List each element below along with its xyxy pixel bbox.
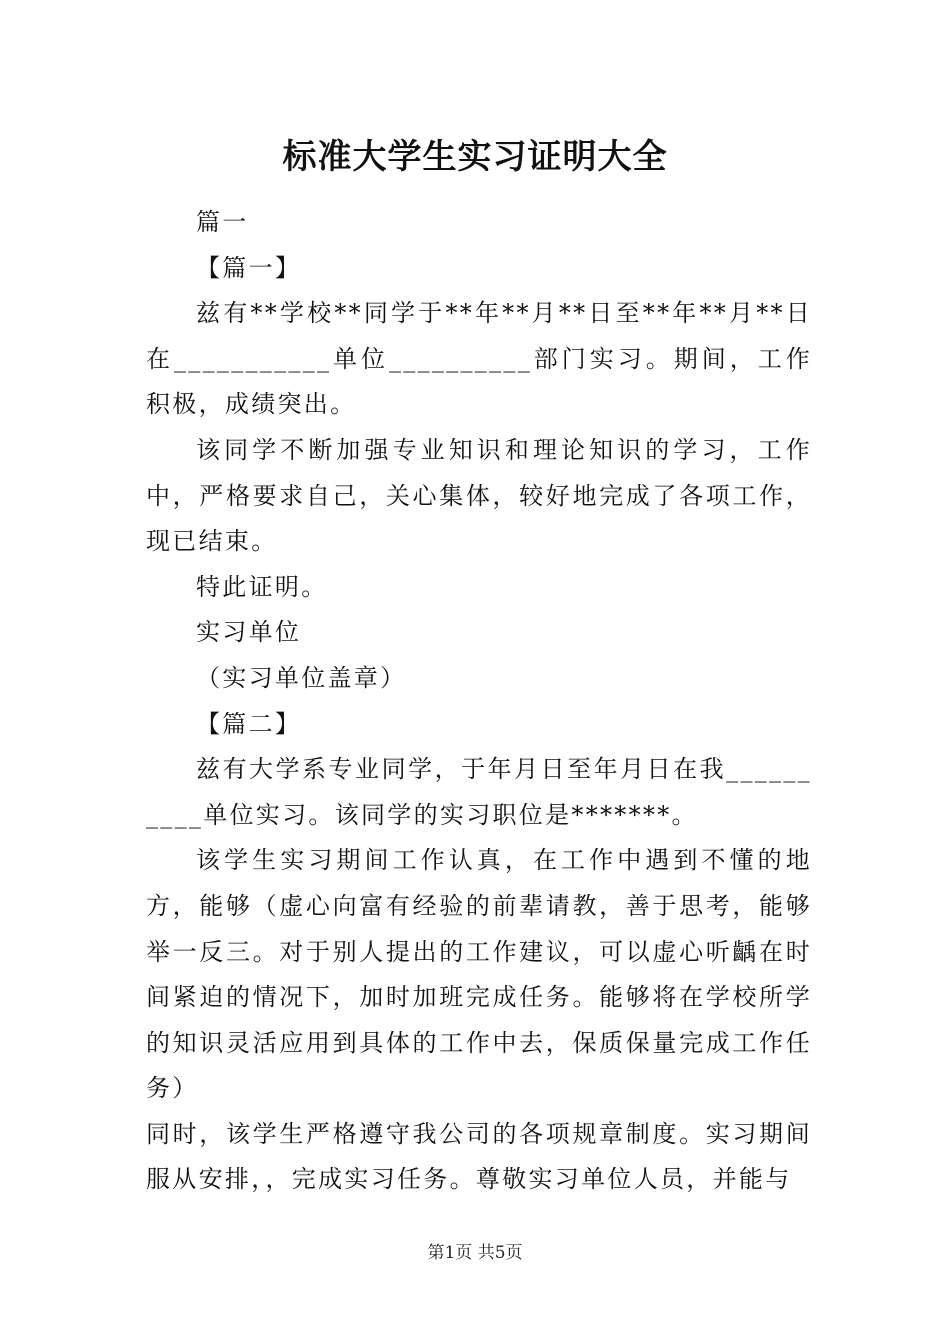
paragraph-internship-unit: 实习单位 xyxy=(196,618,302,647)
paragraph-section-1-intro: 兹有**学校**同学于**年**月**日至**年**月**日在___________单位__________部门实习。期间，工作积极，成绩突出。 xyxy=(146,299,812,419)
page-number-footer: 第1页 共5页 xyxy=(427,1243,523,1263)
document-title: 标准大学生实习证明大全 xyxy=(282,137,668,177)
document-body xyxy=(146,200,812,1203)
paragraph-section-1-evaluation: 该同学不断加强专业知识和理论知识的学习，工作中，严格要求自己，关心集体，较好地完成了各项工作，现已结束。 xyxy=(146,435,812,556)
paragraph-certification: 特此证明。 xyxy=(196,572,328,601)
paragraph-section-2-heading: 【篇二】 xyxy=(196,709,302,738)
paragraph-unit-seal: （实习单位盖章） xyxy=(196,663,407,692)
paragraph-section-2-intro: 兹有大学系专业同学，于年月日至年月日在我__________单位实习。该同学的实习职位是*******。 xyxy=(146,755,812,829)
paragraph-heading-pian-yi: 篇一 xyxy=(196,208,249,236)
paragraph-section-1-heading: 【篇一】 xyxy=(196,253,302,282)
paragraph-section-2-discipline: 同时，该学生严格遵守我公司的各项规章制度。实习期间服从安排，，完成实习任务。尊敬实习单位人员，并能与 xyxy=(146,1119,812,1194)
paragraph-section-2-performance: 该学生实习期间工作认真，在工作中遇到不懂的地方，能够（虚心向富有经验的前辈请教，善于思考，能够举一反三。对于别人提出的工作建议，可以虚心听齲在时间紧迫的情况下，加时加班完成任务。能够将在学校所学的知识灵活应用到具体的工作中去，保质保量完成工作任务） xyxy=(146,846,812,1103)
